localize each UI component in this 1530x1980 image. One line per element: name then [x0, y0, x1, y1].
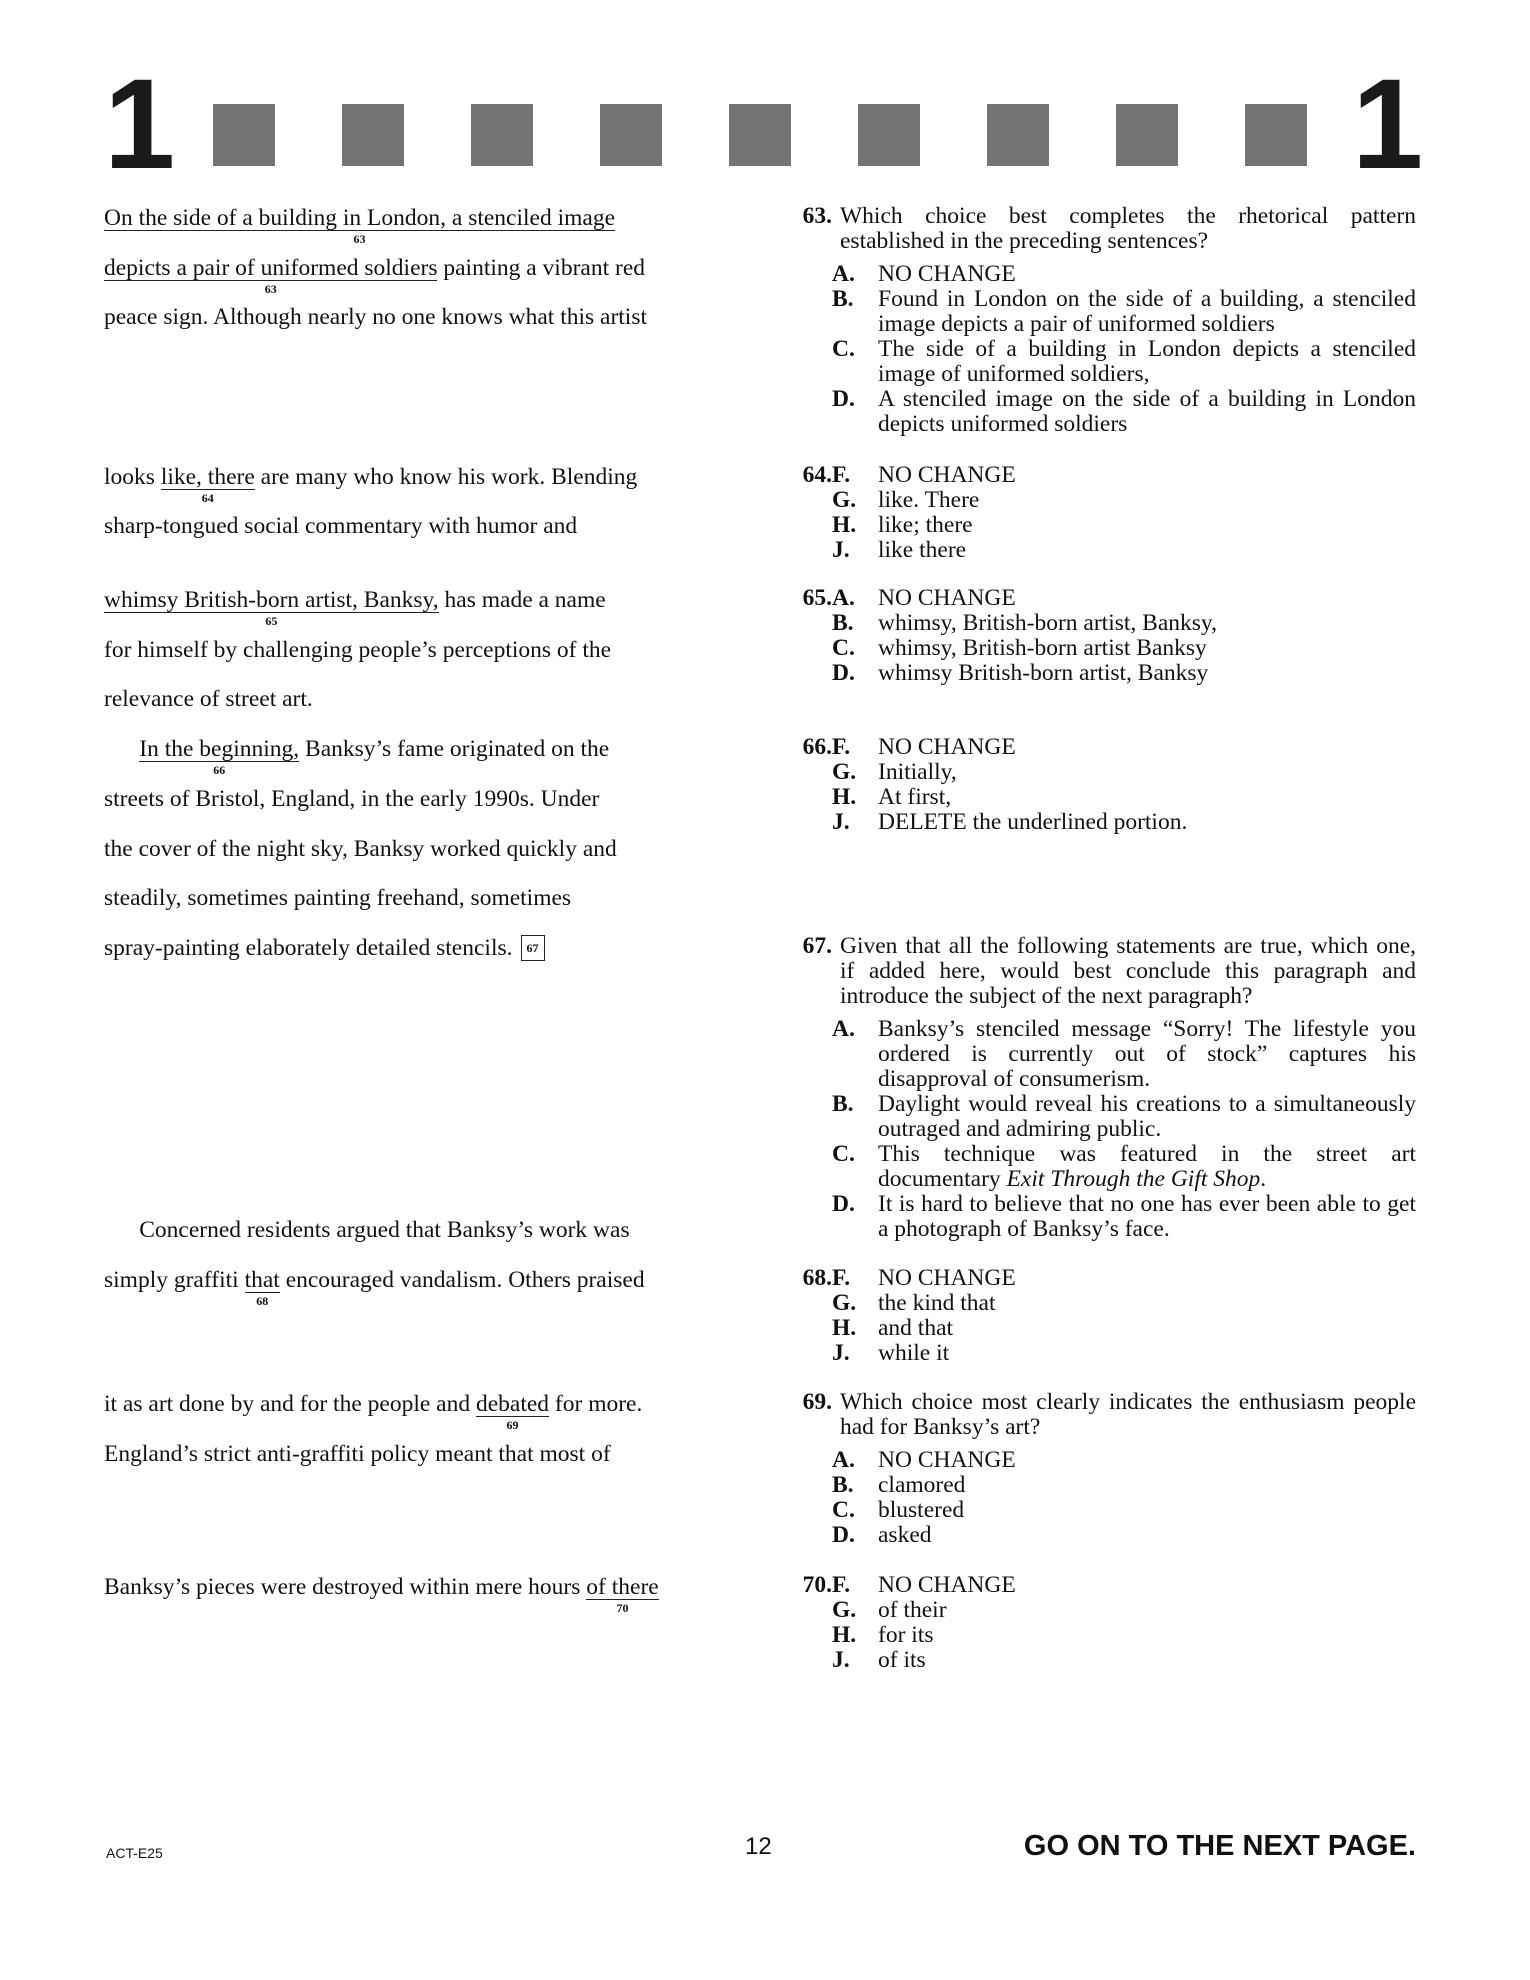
passage-line — [104, 586, 606, 628]
question-number: 65. — [802, 585, 832, 611]
passage-line — [104, 835, 617, 863]
passage-text: looks — [104, 464, 161, 490]
option-text: Found in London on the side of a building, a stenciled image depicts a pair of uniformed soldiers — [878, 286, 1416, 337]
option-letter: A. — [832, 1447, 855, 1473]
boxed-question-number: 67 — [521, 935, 545, 961]
option-letter: G. — [832, 487, 857, 513]
answer-option[interactable] — [786, 287, 1416, 337]
answer-option[interactable] — [786, 1341, 1416, 1366]
next-page-notice: GO ON TO THE NEXT PAGE. — [1023, 1830, 1416, 1862]
option-letter: H. — [832, 1622, 857, 1648]
answer-option[interactable] — [786, 1291, 1416, 1316]
option-letter: B. — [832, 1472, 854, 1498]
answer-option[interactable] — [786, 611, 1416, 636]
option-letter: B. — [832, 610, 854, 636]
option-text: of its — [878, 1647, 926, 1673]
question-number: 63. — [802, 203, 832, 229]
answer-option[interactable] — [786, 1266, 1416, 1291]
option-text: This technique was featured in the street art documentary Exit Through the Gift Shop. — [878, 1141, 1416, 1192]
option-letter: G. — [832, 1290, 857, 1316]
question-63 — [786, 204, 1416, 437]
answer-option[interactable] — [786, 1142, 1416, 1192]
option-text: whimsy British-born artist, Banksy — [878, 660, 1209, 686]
question-reference-number: 69 — [506, 1418, 519, 1432]
passage-text: simply graffiti — [104, 1267, 245, 1293]
passage-line — [104, 1573, 659, 1615]
underlined-portion[interactable] — [104, 205, 616, 246]
option-letter: C. — [832, 635, 855, 661]
underlined-text: On the side of a building in London, a stenciled image — [104, 205, 616, 231]
answer-option[interactable] — [786, 1598, 1416, 1623]
option-letter: D. — [832, 386, 855, 412]
option-text: NO CHANGE — [878, 734, 1016, 760]
question-64 — [786, 463, 1416, 563]
divider-square — [600, 104, 662, 166]
option-text: It is hard to believe that no one has ever been able to get a photograph of Banksy’s face. — [878, 1191, 1416, 1242]
answer-option[interactable] — [786, 337, 1416, 387]
question-reference-number: 70 — [616, 1601, 629, 1615]
option-text: NO CHANGE — [878, 261, 1016, 287]
option-text: Banksy’s stenciled message “Sorry! The lifestyle you ordered is currently out of stock” captures his disapproval of consumerism. — [878, 1016, 1416, 1092]
underlined-text: of there — [586, 1574, 659, 1600]
option-text: The side of a building in London depicts a stenciled image of uniformed soldiers, — [878, 336, 1416, 387]
option-text: Daylight would reveal his creations to a simultaneously outraged and admiring public. — [878, 1091, 1416, 1142]
question-reference-number: 64 — [201, 491, 214, 505]
passage-text: the cover of the night sky, Banksy worked quickly and — [104, 836, 617, 862]
answer-option[interactable] — [786, 538, 1416, 563]
question-reference-number: 65 — [265, 614, 278, 628]
passage-line — [104, 1390, 643, 1432]
passage-text: it as art done by and for the people and — [104, 1391, 476, 1417]
option-text: the kind that — [878, 1290, 996, 1316]
option-text: NO CHANGE — [878, 1447, 1016, 1473]
answer-option[interactable] — [786, 810, 1416, 835]
option-letter: C. — [832, 1141, 855, 1167]
answer-option[interactable] — [786, 1448, 1416, 1473]
passage-text: are many who know his work. Blending — [254, 464, 638, 490]
answer-option[interactable] — [786, 1573, 1416, 1598]
underlined-portion[interactable] — [244, 1267, 280, 1308]
passage-line — [104, 463, 638, 505]
underlined-portion[interactable] — [586, 1574, 659, 1615]
answer-option[interactable] — [786, 1017, 1416, 1092]
option-text: like there — [878, 537, 967, 563]
question-67 — [786, 934, 1416, 1242]
underlined-text: like, there — [160, 464, 255, 490]
option-text: like; there — [878, 512, 973, 538]
passage-text: steadily, sometimes painting freehand, sometimes — [104, 885, 572, 911]
option-text: NO CHANGE — [878, 1265, 1016, 1291]
question-reference-number: 63 — [264, 282, 277, 296]
passage-line — [104, 1440, 611, 1468]
underlined-text: In the beginning, — [139, 736, 300, 762]
underlined-portion[interactable] — [104, 255, 438, 296]
question-65 — [786, 586, 1416, 686]
divider-square — [1116, 104, 1178, 166]
option-text: A stenciled image on the side of a building in London depicts uniformed soldiers — [878, 386, 1416, 437]
passage-text: Banksy’s fame originated on the — [299, 736, 610, 762]
divider-square — [858, 104, 920, 166]
option-letter: D. — [832, 1522, 855, 1548]
answer-option[interactable] — [786, 785, 1416, 810]
passage-text: for more. — [549, 1391, 643, 1417]
question-reference-number: 68 — [256, 1294, 269, 1308]
passage-line — [104, 303, 647, 331]
passage-line — [104, 934, 545, 963]
option-text: while it — [878, 1340, 950, 1366]
answer-option[interactable] — [786, 488, 1416, 513]
option-letter: A. — [832, 1016, 855, 1042]
passage-line — [104, 884, 571, 912]
option-text: of their — [878, 1597, 947, 1623]
divider-square — [471, 104, 533, 166]
option-text: Initially, — [878, 759, 957, 785]
option-letter: B. — [832, 1091, 854, 1117]
question-number: 67. — [802, 933, 832, 959]
option-text: NO CHANGE — [878, 1572, 1016, 1598]
answer-option[interactable] — [786, 1473, 1416, 1498]
option-letter: F. — [832, 1265, 851, 1291]
passage-text: Concerned residents argued that Banksy’s work was — [104, 1217, 630, 1243]
answer-option[interactable] — [786, 1523, 1416, 1548]
option-letter: C. — [832, 1497, 855, 1523]
page-number: 12 — [745, 1833, 772, 1860]
question-number: 69. — [802, 1389, 832, 1415]
option-letter: J. — [832, 1340, 850, 1366]
passage-line — [104, 735, 610, 777]
option-letter: A. — [832, 261, 855, 287]
question-reference-number: 63 — [353, 232, 366, 246]
answer-option[interactable] — [786, 760, 1416, 785]
passage-text: streets of Bristol, England, in the early 1990s. Under — [104, 786, 600, 812]
answer-option[interactable] — [786, 1498, 1416, 1523]
option-letter: D. — [832, 1191, 855, 1217]
question-number: 68. — [802, 1265, 832, 1291]
underlined-portion[interactable] — [139, 736, 300, 777]
passage-line — [104, 1216, 630, 1244]
passage-text: spray-painting elaborately detailed stencils. — [104, 935, 513, 961]
film-title: Exit Through the Gift Shop — [1006, 1166, 1261, 1192]
option-letter: D. — [832, 660, 855, 686]
question-number: 66. — [802, 734, 832, 760]
passage-text: painting a vibrant red — [437, 255, 646, 281]
option-text: NO CHANGE — [878, 585, 1016, 611]
answer-option[interactable] — [786, 463, 1416, 488]
question-69 — [786, 1390, 1416, 1548]
option-letter: F. — [832, 734, 851, 760]
option-letter: G. — [832, 1597, 857, 1623]
option-letter: C. — [832, 336, 855, 362]
divider-square — [213, 104, 275, 166]
passage-text: for himself by challenging people’s perceptions of the — [104, 637, 612, 663]
option-letter: H. — [832, 1315, 857, 1341]
passage-text: encouraged vandalism. Others praised — [279, 1267, 645, 1293]
passage-line — [104, 254, 646, 296]
question-68 — [786, 1266, 1416, 1366]
question-66 — [786, 735, 1416, 835]
option-letter: F. — [832, 1572, 851, 1598]
answer-option[interactable] — [786, 1623, 1416, 1648]
option-letter: H. — [832, 784, 857, 810]
passage-line — [104, 685, 313, 713]
answer-option[interactable] — [786, 586, 1416, 611]
passage-line — [104, 1266, 645, 1308]
option-letter: H. — [832, 512, 857, 538]
passage-text: sharp-tongued social commentary with humor and — [104, 513, 578, 539]
question-number: 70. — [802, 1572, 832, 1598]
form-code: ACT-E25 — [106, 1845, 163, 1861]
question-stem: Given that all the following statements are true, which one, if added here, would best conclude this paragraph and introduce the subject of the next paragraph? — [840, 933, 1416, 1009]
answer-option[interactable] — [786, 1648, 1416, 1673]
option-letter: J. — [832, 1647, 850, 1673]
divider-square — [342, 104, 404, 166]
answer-option[interactable] — [786, 1316, 1416, 1341]
passage-line — [104, 512, 577, 540]
underlined-portion[interactable] — [104, 587, 439, 628]
question-stem: Which choice most clearly indicates the enthusiasm people had for Banksy’s art? — [840, 1389, 1416, 1440]
answer-option[interactable] — [786, 513, 1416, 538]
option-letter: J. — [832, 537, 850, 563]
divider-square — [729, 104, 791, 166]
answer-option[interactable] — [786, 262, 1416, 287]
question-70 — [786, 1573, 1416, 1673]
option-text: clamored — [878, 1472, 966, 1498]
section-number-right: 1 — [1352, 53, 1420, 196]
option-letter: A. — [832, 585, 855, 611]
option-text: whimsy, British-born artist, Banksy, — [878, 610, 1217, 636]
underlined-text: debated — [475, 1391, 550, 1417]
underlined-portion[interactable] — [160, 464, 255, 505]
answer-option[interactable] — [786, 735, 1416, 760]
passage-line — [104, 636, 611, 664]
question-stem: Which choice best completes the rhetorical pattern established in the preceding sentences? — [840, 203, 1416, 254]
answer-option[interactable] — [786, 387, 1416, 437]
underlined-text: whimsy British-born artist, Banksy, — [104, 587, 439, 613]
passage-text: peace sign. Although nearly no one knows what this artist — [104, 304, 648, 330]
question-number: 64. — [802, 462, 832, 488]
option-text: blustered — [878, 1497, 965, 1523]
option-text: asked — [878, 1522, 932, 1548]
answer-option[interactable] — [786, 1192, 1416, 1242]
option-text: and that — [878, 1315, 954, 1341]
option-letter: G. — [832, 759, 857, 785]
passage-text: Banksy’s pieces were destroyed within mere hours — [104, 1574, 587, 1600]
passage-text: has made a name — [438, 587, 606, 613]
passage-line — [104, 204, 616, 246]
option-letter: J. — [832, 809, 850, 835]
option-text: NO CHANGE — [878, 462, 1016, 488]
passage-text: England’s strict anti-graffiti policy meant that most of — [104, 1441, 611, 1467]
option-letter: B. — [832, 286, 854, 312]
option-text: like. There — [878, 487, 980, 513]
divider-square — [987, 104, 1049, 166]
divider-square — [1245, 104, 1307, 166]
passage-text — [104, 736, 139, 762]
underlined-portion[interactable] — [475, 1391, 550, 1432]
passage-text: relevance of street art. — [104, 686, 313, 712]
option-text: for its — [878, 1622, 934, 1648]
option-text: DELETE the underlined portion. — [878, 809, 1188, 835]
section-number-left: 1 — [104, 53, 172, 196]
option-text: whimsy, British-born artist Banksy — [878, 635, 1207, 661]
question-reference-number: 66 — [213, 763, 226, 777]
passage-line — [104, 785, 599, 813]
underlined-text: depicts a pair of uniformed soldiers — [104, 255, 438, 281]
underlined-text: that — [244, 1267, 280, 1293]
option-text: At first, — [878, 784, 952, 810]
answer-option[interactable] — [786, 1092, 1416, 1142]
answer-option[interactable] — [786, 636, 1416, 661]
option-letter: F. — [832, 462, 851, 488]
answer-option[interactable] — [786, 661, 1416, 686]
